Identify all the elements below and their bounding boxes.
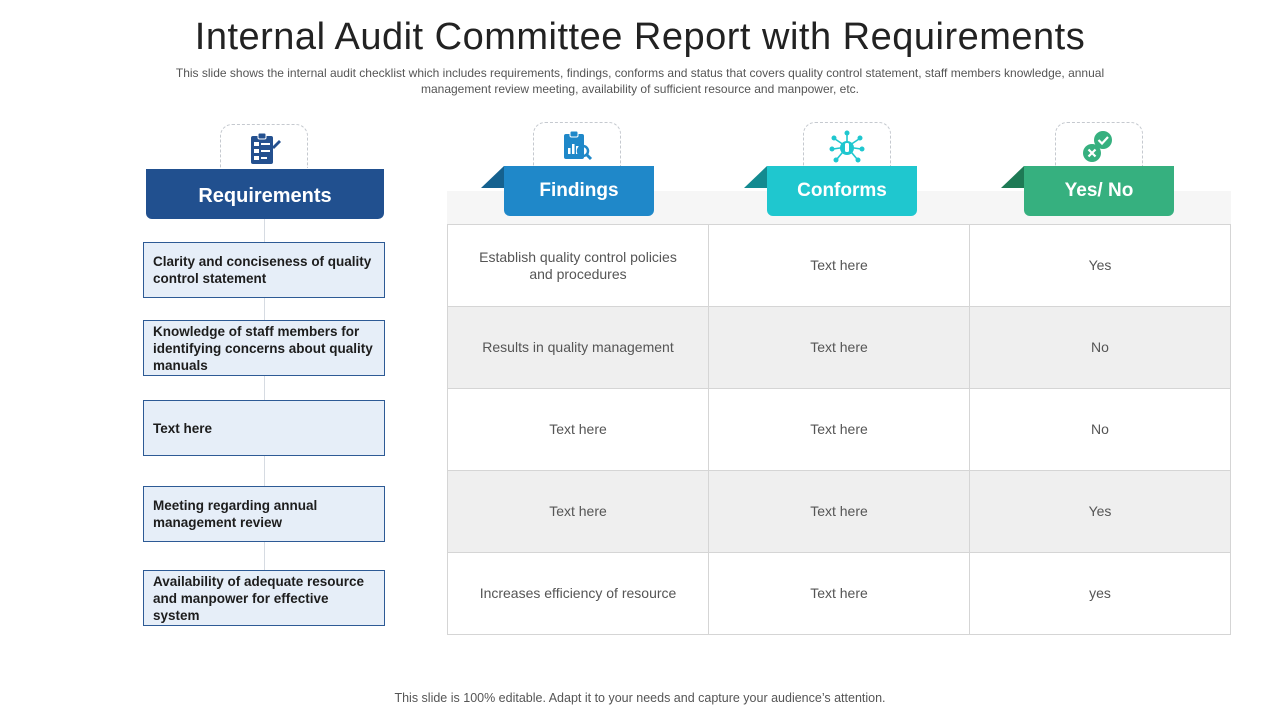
conforms-cell: Text here	[709, 553, 970, 635]
requirement-item: Knowledge of staff members for identifying concerns about quality manuals	[143, 320, 385, 376]
requirement-item: Text here	[143, 400, 385, 456]
conforms-icon-frame	[803, 122, 891, 166]
conforms-column-header: Conforms	[767, 166, 917, 216]
findings-cell: Increases efficiency of resource	[448, 553, 709, 635]
conforms-cell: Text here	[709, 389, 970, 471]
page-title: Internal Audit Committee Report with Requirements	[194, 16, 1086, 58]
findings-cell: Establish quality control policies and procedures	[448, 225, 709, 307]
requirement-item: Clarity and conciseness of quality control statement	[143, 242, 385, 298]
conforms-cell: Text here	[709, 307, 970, 389]
page-subtitle: This slide shows the internal audit checklist which includes requirements, findings, conforms and status that covers quality control statement, staff members knowledge, annual management review meeting, availability of sufficient resource and manpower, etc.	[175, 66, 1105, 96]
status-cell: No	[970, 389, 1231, 471]
findings-column-header: Findings	[504, 166, 654, 216]
findings-cell: Text here	[448, 471, 709, 553]
findings-cell: Text here	[448, 389, 709, 471]
findings-cell: Results in quality management	[448, 307, 709, 389]
table-row	[448, 307, 1231, 389]
footer-note: This slide is 100% editable. Adapt it to your needs and capture your audience’s attention.	[394, 691, 886, 705]
table-row	[448, 389, 1231, 471]
check-cross-icon	[1081, 129, 1117, 165]
findings-icon-frame	[533, 122, 621, 166]
conforms-cell: Text here	[709, 225, 970, 307]
conforms-cell: Text here	[709, 471, 970, 553]
requirement-item: Meeting regarding annual management review	[143, 486, 385, 542]
table-row	[448, 225, 1231, 307]
requirements-header: Requirements	[146, 169, 384, 219]
requirement-item: Availability of adequate resource and manpower for effective system	[143, 570, 385, 626]
status-cell: yes	[970, 553, 1231, 635]
clipboard-analysis-icon	[560, 129, 594, 163]
network-hand-icon	[829, 129, 865, 165]
conforms-ribbon-fold	[744, 166, 767, 188]
requirements-icon-frame	[220, 124, 308, 168]
status-cell: Yes	[970, 225, 1231, 307]
audit-table	[447, 224, 1231, 635]
status-icon-frame	[1055, 122, 1143, 166]
status-ribbon-fold	[1001, 166, 1024, 188]
table-row	[448, 471, 1231, 553]
clipboard-checklist-icon	[246, 131, 282, 167]
status-cell: No	[970, 307, 1231, 389]
findings-ribbon-fold	[481, 166, 504, 188]
table-row	[448, 553, 1231, 635]
status-cell: Yes	[970, 471, 1231, 553]
status-column-header: Yes/ No	[1024, 166, 1174, 216]
